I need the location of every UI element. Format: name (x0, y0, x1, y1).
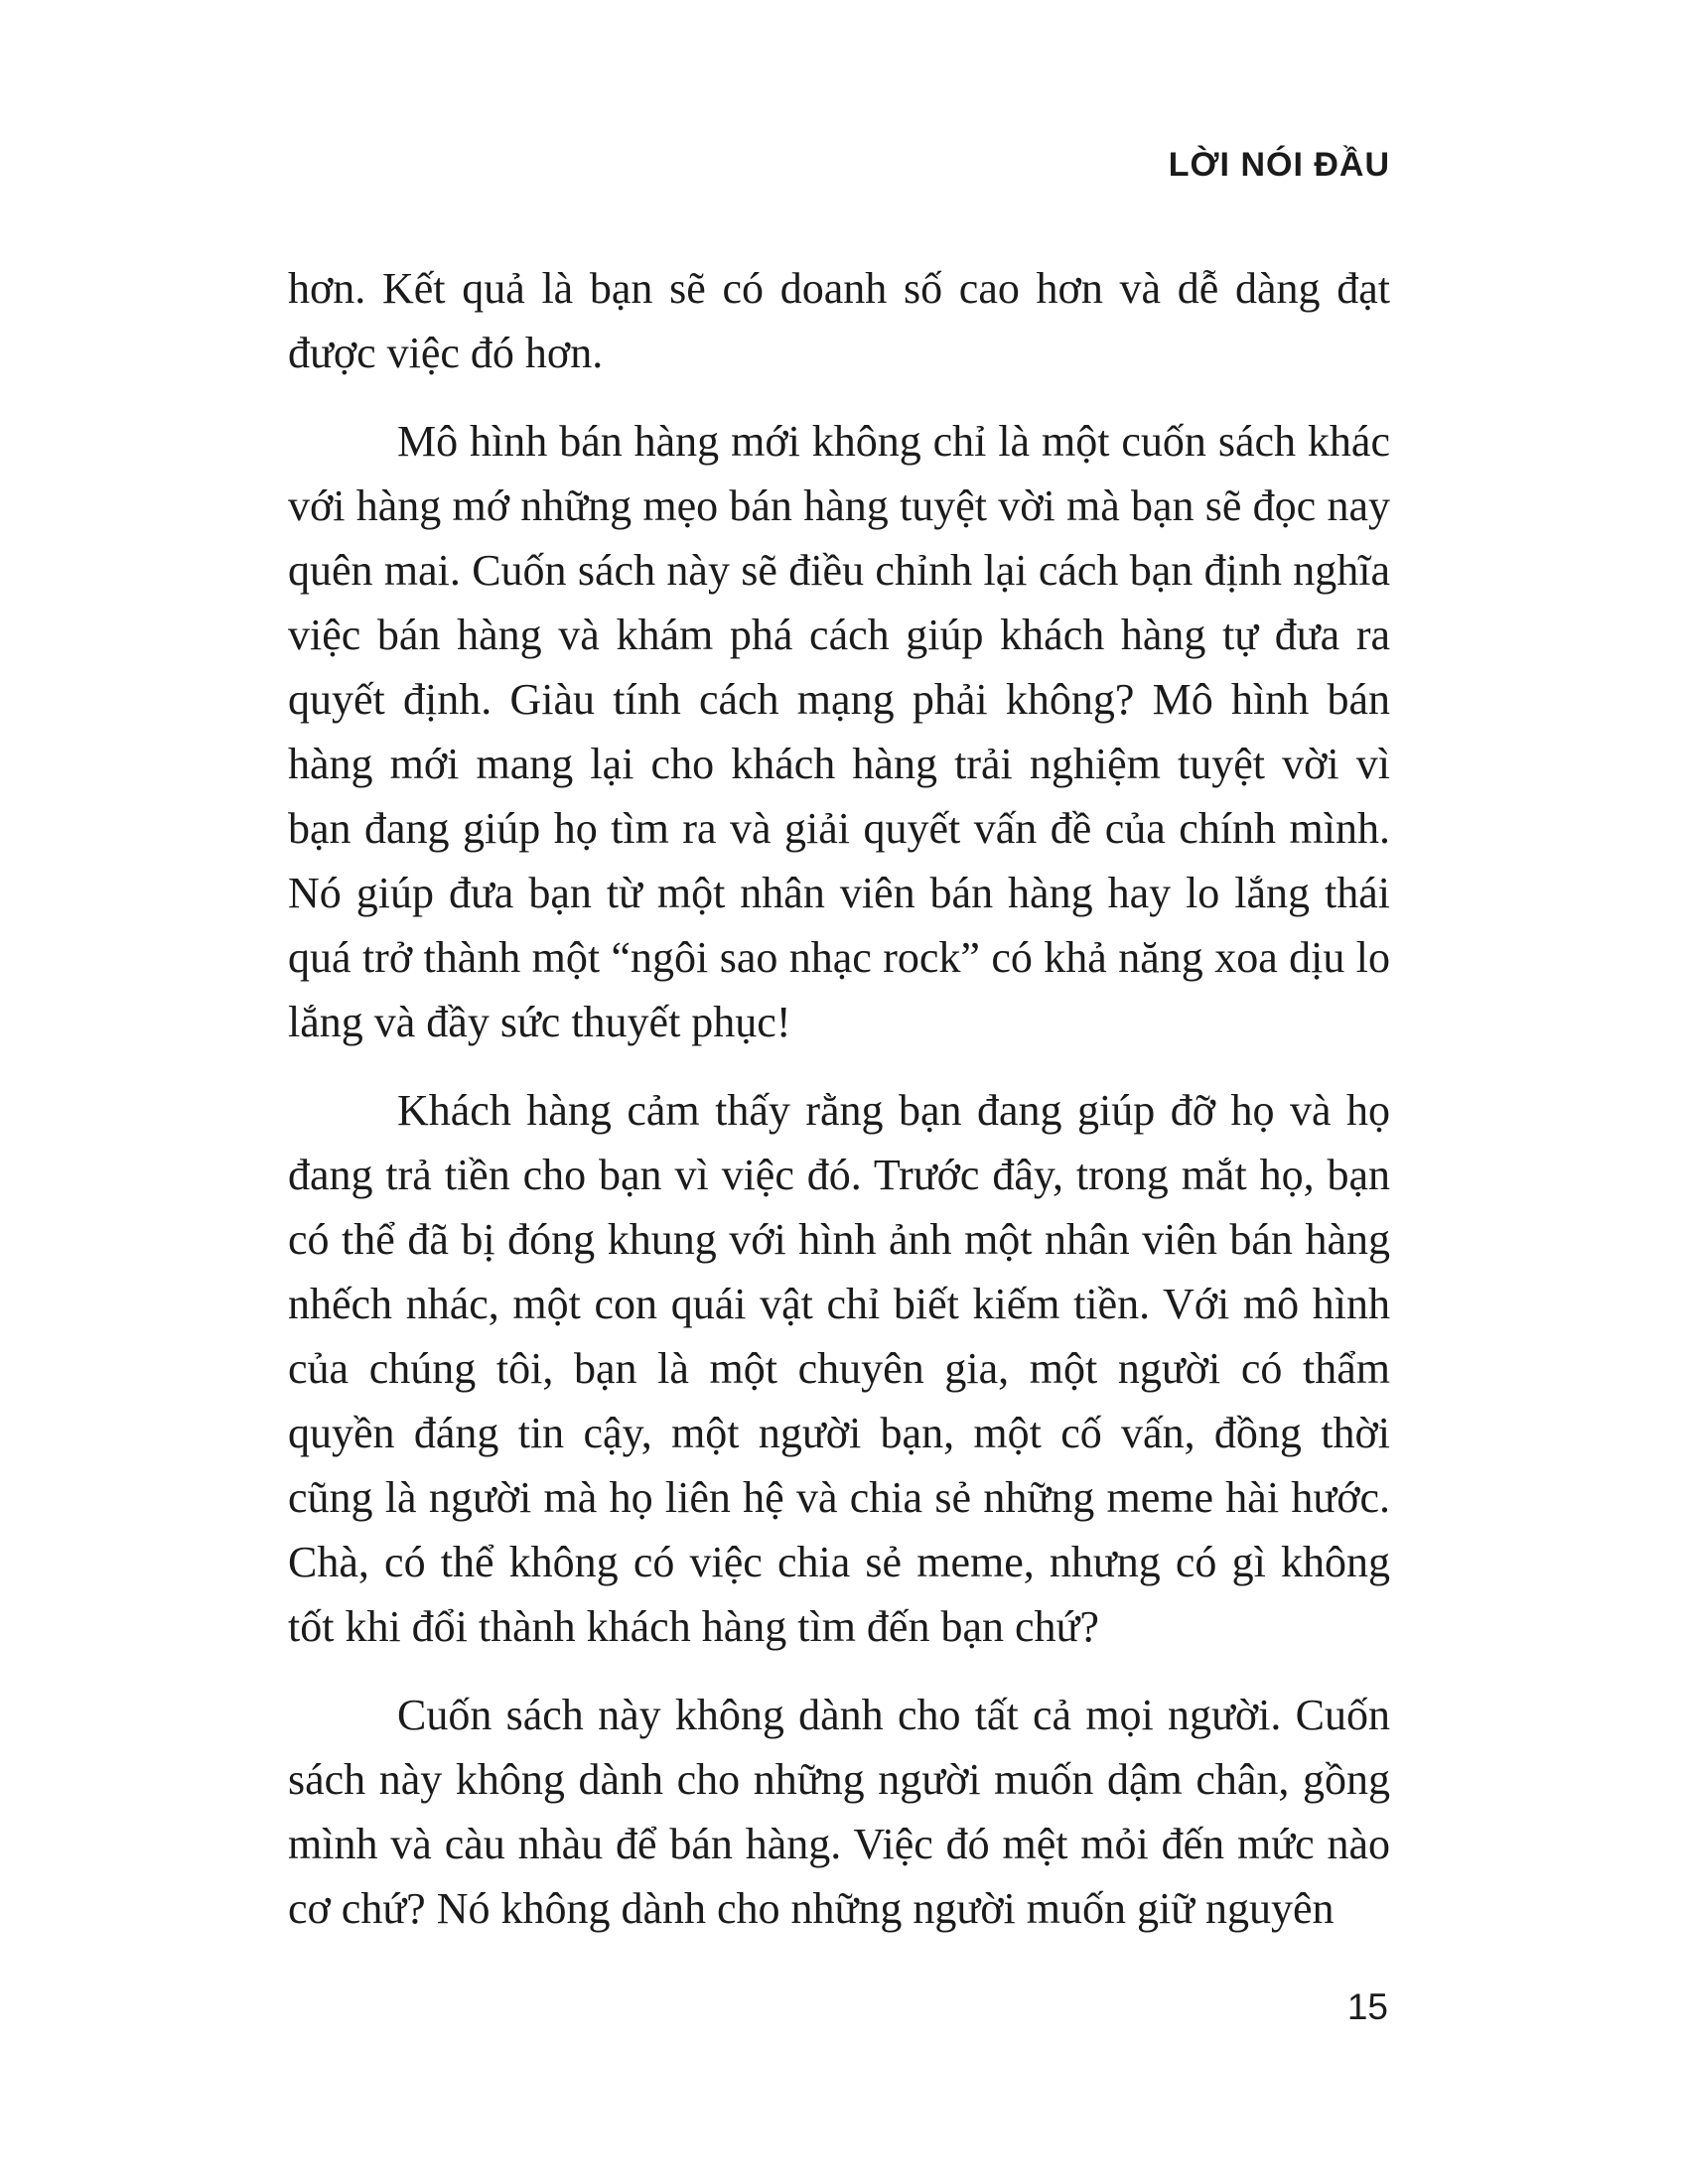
body-paragraph: Mô hình bán hàng mới không chỉ là một cuốn sách khác với hàng mớ những mẹo bán hàng tuyệt vời mà bạn sẽ đọc nay quên mai. Cuốn sách này sẽ điều chỉnh lại cách bạn định nghĩa việc bán hàng và khám phá cách giúp khách hàng tự đưa ra quyết định. Giàu tính cách mạng phải không? Mô hình bán hàng mới mang lại cho khách hàng trải nghiệm tuyệt vời vì bạn đang giúp họ tìm ra và giải quyết vấn đề của chính mình. Nó giúp đưa bạn từ một nhân viên bán hàng hay lo lắng thái quá trở thành một “ngôi sao nhạc rock” có khả năng xoa dịu lo lắng và đầy sức thuyết phục! (288, 417, 1390, 1046)
page-number: 15 (1346, 1986, 1388, 2027)
body-paragraph: hơn. Kết quả là bạn sẽ có doanh số cao hơn và dễ dàng đạt được việc đó hơn. (288, 264, 1390, 377)
running-header: LỜI NÓI ĐẦU (1168, 146, 1390, 184)
body-paragraph: Cuốn sách này không dành cho tất cả mọi người. Cuốn sách này không dành cho những người muốn dậm chân, gồng mình và càu nhàu để bán hàng. Việc đó mệt mỏi đến mức nào cơ chứ? Nó không dành cho những người muốn giữ nguyên (288, 1691, 1390, 1933)
body-paragraph: Khách hàng cảm thấy rằng bạn đang giúp đỡ họ và họ đang trả tiền cho bạn vì việc đó. Trước đây, trong mắt họ, bạn có thể đã bị đóng khung với hình ảnh một nhân viên bán hàng nhếch nhác, một con quái vật chỉ biết kiếm tiền. Với mô hình của chúng tôi, bạn là một chuyên gia, một người có thẩm quyền đáng tin cậy, một người bạn, một cố vấn, đồng thời cũng là người mà họ liên hệ và chia sẻ những meme hài hước. Chà, có thể không có việc chia sẻ meme, nhưng có gì không tốt khi đổi thành khách hàng tìm đến bạn chứ? (288, 1086, 1390, 1651)
page-body (288, 256, 1390, 1941)
